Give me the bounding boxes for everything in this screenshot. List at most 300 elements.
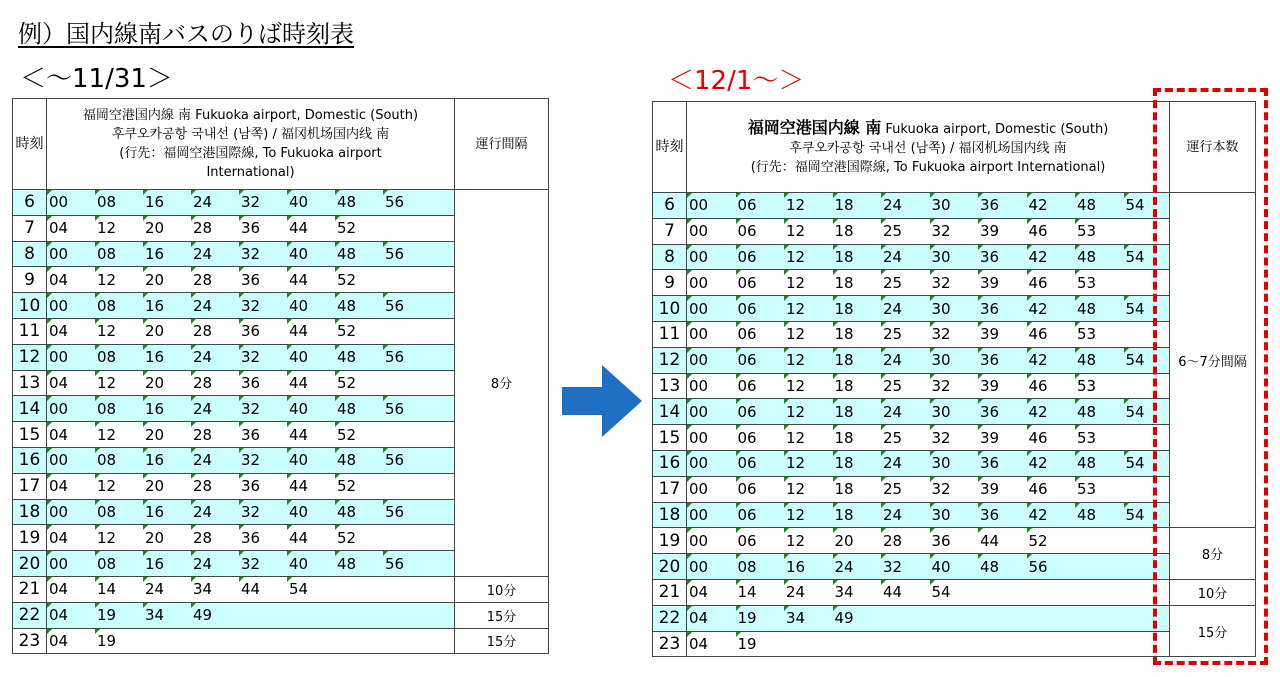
departure-minute: 00 bbox=[687, 503, 708, 528]
departure-minute: 24 bbox=[191, 396, 212, 421]
departure-minute: 16 bbox=[143, 448, 164, 473]
departure-minute: 00 bbox=[687, 425, 708, 450]
departure-minute: 24 bbox=[881, 193, 902, 218]
minutes-cell bbox=[687, 296, 1170, 322]
departure-minute: 00 bbox=[687, 528, 708, 553]
departure-minute: 08 bbox=[95, 242, 116, 267]
departure-minute: 12 bbox=[784, 296, 805, 321]
departure-minute: 00 bbox=[687, 451, 708, 476]
departure-minute: 06 bbox=[736, 374, 757, 399]
departure-minute: 00 bbox=[47, 293, 68, 318]
departure-minute: 36 bbox=[978, 296, 999, 321]
departure-minute: 06 bbox=[736, 425, 757, 450]
departure-minute: 18 bbox=[833, 425, 854, 450]
departure-minute: 44 bbox=[287, 422, 308, 447]
departure-minute: 08 bbox=[736, 554, 757, 579]
departure-minute: 20 bbox=[143, 216, 164, 241]
departure-minute: 04 bbox=[47, 525, 68, 550]
minutes-cell bbox=[47, 551, 455, 577]
departure-minute: 36 bbox=[239, 267, 260, 292]
departure-minute: 40 bbox=[287, 345, 308, 370]
minutes-cell bbox=[687, 218, 1170, 244]
departure-minute: 56 bbox=[383, 551, 404, 576]
departure-minute: 18 bbox=[833, 193, 854, 218]
departure-minute: 54 bbox=[1124, 245, 1145, 270]
destination-line: International) bbox=[206, 165, 295, 180]
interval-column-header: 運行本数 bbox=[1170, 102, 1256, 193]
departure-minute: 19 bbox=[736, 632, 757, 657]
departure-minute: 46 bbox=[1027, 219, 1048, 244]
hour-cell: 13 bbox=[653, 373, 687, 399]
departure-minute: 52 bbox=[335, 216, 356, 241]
departure-minute: 16 bbox=[143, 551, 164, 576]
departure-minute: 52 bbox=[335, 525, 356, 550]
departure-minute: 04 bbox=[47, 474, 68, 499]
departure-minute: 36 bbox=[978, 348, 999, 373]
hour-cell: 6 bbox=[653, 193, 687, 219]
departure-minute: 06 bbox=[736, 503, 757, 528]
departure-minute: 32 bbox=[239, 345, 260, 370]
departure-minute: 19 bbox=[95, 629, 116, 654]
minutes-cell bbox=[687, 605, 1170, 631]
departure-minute: 56 bbox=[1027, 554, 1048, 579]
hour-cell: 17 bbox=[13, 473, 47, 499]
right-arrow-icon bbox=[562, 365, 642, 437]
minutes-cell bbox=[687, 476, 1170, 502]
hour-cell: 9 bbox=[653, 270, 687, 296]
departure-minute: 00 bbox=[47, 396, 68, 421]
departure-minute: 30 bbox=[930, 245, 951, 270]
departure-minute: 18 bbox=[833, 219, 854, 244]
departure-minute: 53 bbox=[1075, 425, 1096, 450]
departure-minute: 12 bbox=[784, 245, 805, 270]
minutes-cell bbox=[47, 628, 455, 654]
departure-minute: 36 bbox=[930, 528, 951, 553]
destination-line bbox=[687, 118, 1169, 139]
interval-cell: 6～7分間隔 bbox=[1170, 193, 1256, 528]
departure-minute: 39 bbox=[978, 270, 999, 295]
departure-minute: 48 bbox=[335, 396, 356, 421]
hour-cell: 23 bbox=[13, 628, 47, 654]
interval-cell: 15分 bbox=[455, 628, 549, 654]
departure-minute: 18 bbox=[833, 477, 854, 502]
departure-minute: 00 bbox=[687, 348, 708, 373]
departure-minute: 24 bbox=[191, 242, 212, 267]
departure-minute: 20 bbox=[143, 525, 164, 550]
minutes-cell bbox=[687, 502, 1170, 528]
departure-minute: 56 bbox=[383, 396, 404, 421]
departure-minute: 32 bbox=[239, 500, 260, 525]
departure-minute: 00 bbox=[687, 219, 708, 244]
departure-minute: 24 bbox=[881, 503, 902, 528]
departure-minute: 28 bbox=[191, 474, 212, 499]
minutes-cell bbox=[687, 193, 1170, 219]
departure-minute: 32 bbox=[239, 448, 260, 473]
interval-cell: 15分 bbox=[455, 602, 549, 628]
departure-minute: 14 bbox=[95, 577, 116, 602]
departure-minute: 34 bbox=[191, 577, 212, 602]
departure-minute: 00 bbox=[687, 296, 708, 321]
hour-cell: 11 bbox=[13, 318, 47, 344]
departure-minute: 32 bbox=[239, 242, 260, 267]
departure-minute: 32 bbox=[881, 554, 902, 579]
departure-minute: 00 bbox=[687, 554, 708, 579]
hour-cell: 21 bbox=[13, 576, 47, 602]
hour-cell: 14 bbox=[653, 399, 687, 425]
departure-minute: 48 bbox=[335, 448, 356, 473]
departure-minute: 32 bbox=[930, 477, 951, 502]
departure-minute: 20 bbox=[143, 474, 164, 499]
departure-minute: 40 bbox=[930, 554, 951, 579]
departure-minute: 54 bbox=[287, 577, 308, 602]
departure-minute: 08 bbox=[95, 551, 116, 576]
departure-minute: 48 bbox=[335, 190, 356, 215]
hour-cell: 7 bbox=[13, 215, 47, 241]
minutes-cell bbox=[47, 422, 455, 448]
hour-cell: 10 bbox=[13, 293, 47, 319]
minutes-cell bbox=[47, 525, 455, 551]
hour-cell: 22 bbox=[13, 602, 47, 628]
departure-minute: 53 bbox=[1075, 270, 1096, 295]
hour-cell: 20 bbox=[653, 554, 687, 580]
departure-minute: 44 bbox=[287, 267, 308, 292]
destination-line: 福岡空港国内線 南 Fukuoka airport, Domestic (South) bbox=[82, 108, 419, 123]
timetable-row bbox=[13, 628, 549, 654]
departure-minute: 40 bbox=[287, 551, 308, 576]
hour-cell: 18 bbox=[653, 502, 687, 528]
departure-minute: 16 bbox=[143, 242, 164, 267]
departure-minute: 54 bbox=[1124, 503, 1145, 528]
hour-cell: 17 bbox=[653, 476, 687, 502]
minutes-cell bbox=[687, 528, 1170, 554]
left-period-label: ＜～11/31＞ bbox=[20, 64, 173, 94]
departure-minute: 04 bbox=[47, 371, 68, 396]
departure-minute: 18 bbox=[833, 245, 854, 270]
departure-minute: 30 bbox=[930, 451, 951, 476]
departure-minute: 28 bbox=[191, 422, 212, 447]
page-title: 例）国内線南バスのりば時刻表 bbox=[18, 20, 354, 48]
departure-minute: 12 bbox=[784, 348, 805, 373]
departure-minute: 46 bbox=[1027, 425, 1048, 450]
departure-minute: 32 bbox=[930, 322, 951, 347]
departure-minute: 12 bbox=[784, 270, 805, 295]
departure-minute: 46 bbox=[1027, 270, 1048, 295]
departure-minute: 08 bbox=[95, 500, 116, 525]
departure-minute: 49 bbox=[191, 603, 212, 628]
departure-minute: 00 bbox=[687, 477, 708, 502]
departure-minute: 18 bbox=[833, 399, 854, 424]
hour-cell: 12 bbox=[653, 347, 687, 373]
departure-minute: 04 bbox=[47, 629, 68, 654]
departure-minute: 48 bbox=[335, 293, 356, 318]
departure-minute: 46 bbox=[1027, 477, 1048, 502]
departure-minute: 52 bbox=[335, 267, 356, 292]
departure-minute: 52 bbox=[335, 422, 356, 447]
departure-minute: 24 bbox=[191, 551, 212, 576]
departure-minute: 39 bbox=[978, 219, 999, 244]
departure-minute: 32 bbox=[239, 396, 260, 421]
destination-line: (行先：福岡空港国際線, To Fukuoka airport bbox=[119, 146, 382, 161]
departure-minute: 30 bbox=[930, 399, 951, 424]
departure-minute: 18 bbox=[833, 348, 854, 373]
departure-minute: 24 bbox=[191, 293, 212, 318]
departure-minute: 12 bbox=[95, 267, 116, 292]
departure-minute: 39 bbox=[978, 477, 999, 502]
departure-minute: 06 bbox=[736, 245, 757, 270]
departure-minute: 18 bbox=[833, 322, 854, 347]
departure-minute: 32 bbox=[930, 270, 951, 295]
departure-minute: 28 bbox=[191, 216, 212, 241]
hour-cell: 15 bbox=[13, 422, 47, 448]
hour-cell: 14 bbox=[13, 396, 47, 422]
departure-minute: 06 bbox=[736, 477, 757, 502]
minutes-cell bbox=[687, 373, 1170, 399]
minutes-cell bbox=[47, 499, 455, 525]
departure-minute: 42 bbox=[1027, 503, 1048, 528]
departure-minute: 16 bbox=[143, 190, 164, 215]
departure-minute: 00 bbox=[687, 193, 708, 218]
interval-cell: 15分 bbox=[1170, 605, 1256, 657]
departure-minute: 36 bbox=[978, 451, 999, 476]
departure-minute: 00 bbox=[687, 245, 708, 270]
departure-minute: 25 bbox=[881, 425, 902, 450]
departure-minute: 36 bbox=[239, 474, 260, 499]
interval-cell: 10分 bbox=[455, 576, 549, 602]
departure-minute: 12 bbox=[95, 422, 116, 447]
departure-minute: 30 bbox=[930, 503, 951, 528]
minutes-cell bbox=[687, 399, 1170, 425]
departure-minute: 44 bbox=[287, 525, 308, 550]
departure-minute: 44 bbox=[239, 577, 260, 602]
hour-column-header: 時刻 bbox=[13, 99, 47, 190]
hour-cell: 22 bbox=[653, 605, 687, 631]
destination-english: Fukuoka airport, Domestic (South) bbox=[881, 121, 1109, 137]
departure-minute: 24 bbox=[881, 451, 902, 476]
minutes-cell bbox=[47, 215, 455, 241]
departure-minute: 12 bbox=[784, 374, 805, 399]
departure-minute: 12 bbox=[95, 216, 116, 241]
departure-minute: 24 bbox=[833, 554, 854, 579]
departure-minute: 54 bbox=[1124, 296, 1145, 321]
destination-header bbox=[687, 102, 1170, 193]
hour-cell: 10 bbox=[653, 296, 687, 322]
hour-cell: 9 bbox=[13, 267, 47, 293]
departure-minute: 40 bbox=[287, 396, 308, 421]
departure-minute: 19 bbox=[95, 603, 116, 628]
departure-minute: 30 bbox=[930, 296, 951, 321]
interval-column-header: 運行間隔 bbox=[455, 99, 549, 190]
departure-minute: 34 bbox=[784, 606, 805, 631]
departure-minute: 16 bbox=[143, 500, 164, 525]
departure-minute: 00 bbox=[47, 551, 68, 576]
departure-minute: 44 bbox=[287, 371, 308, 396]
departure-minute: 06 bbox=[736, 219, 757, 244]
departure-minute: 54 bbox=[1124, 193, 1145, 218]
departure-minute: 18 bbox=[833, 270, 854, 295]
right-period-label: ＜12/1～＞ bbox=[668, 66, 805, 96]
highlight-box bbox=[1153, 88, 1268, 665]
departure-minute: 18 bbox=[833, 374, 854, 399]
departure-minute: 53 bbox=[1075, 374, 1096, 399]
departure-minute: 18 bbox=[833, 296, 854, 321]
minutes-cell bbox=[687, 554, 1170, 580]
departure-minute: 52 bbox=[1027, 528, 1048, 553]
departure-minute: 54 bbox=[930, 580, 951, 605]
departure-minute: 48 bbox=[1075, 245, 1096, 270]
departure-minute: 34 bbox=[833, 580, 854, 605]
departure-minute: 36 bbox=[239, 422, 260, 447]
departure-minute: 06 bbox=[736, 348, 757, 373]
departure-minute: 06 bbox=[736, 193, 757, 218]
departure-minute: 48 bbox=[1075, 296, 1096, 321]
minutes-cell bbox=[47, 576, 455, 602]
departure-minute: 06 bbox=[736, 528, 757, 553]
departure-minute: 04 bbox=[47, 267, 68, 292]
departure-minute: 06 bbox=[736, 322, 757, 347]
minutes-cell bbox=[47, 344, 455, 370]
departure-minute: 12 bbox=[95, 319, 116, 344]
hour-cell: 21 bbox=[653, 579, 687, 605]
departure-minute: 44 bbox=[287, 216, 308, 241]
departure-minute: 44 bbox=[978, 528, 999, 553]
departure-minute: 36 bbox=[239, 371, 260, 396]
departure-minute: 00 bbox=[47, 345, 68, 370]
departure-minute: 16 bbox=[143, 396, 164, 421]
departure-minute: 00 bbox=[687, 322, 708, 347]
departure-minute: 48 bbox=[1075, 451, 1096, 476]
minutes-cell bbox=[47, 190, 455, 216]
hour-cell: 18 bbox=[13, 499, 47, 525]
departure-minute: 52 bbox=[335, 371, 356, 396]
left-timetable bbox=[12, 98, 549, 654]
departure-minute: 00 bbox=[687, 270, 708, 295]
departure-minute: 44 bbox=[881, 580, 902, 605]
departure-minute: 25 bbox=[881, 219, 902, 244]
departure-minute: 28 bbox=[881, 528, 902, 553]
departure-minute: 12 bbox=[784, 451, 805, 476]
departure-minute: 54 bbox=[1124, 348, 1145, 373]
departure-minute: 54 bbox=[1124, 399, 1145, 424]
departure-minute: 48 bbox=[335, 345, 356, 370]
departure-minute: 20 bbox=[143, 319, 164, 344]
departure-minute: 28 bbox=[191, 525, 212, 550]
departure-minute: 20 bbox=[143, 422, 164, 447]
departure-minute: 16 bbox=[784, 554, 805, 579]
departure-minute: 42 bbox=[1027, 348, 1048, 373]
departure-minute: 36 bbox=[239, 525, 260, 550]
departure-minute: 04 bbox=[47, 603, 68, 628]
hour-cell: 16 bbox=[653, 450, 687, 476]
departure-minute: 18 bbox=[833, 451, 854, 476]
minutes-cell bbox=[47, 447, 455, 473]
departure-minute: 06 bbox=[736, 451, 757, 476]
departure-minute: 48 bbox=[1075, 193, 1096, 218]
departure-minute: 32 bbox=[239, 190, 260, 215]
departure-minute: 04 bbox=[47, 577, 68, 602]
departure-minute: 24 bbox=[143, 577, 164, 602]
departure-minute: 06 bbox=[736, 399, 757, 424]
minutes-cell bbox=[47, 318, 455, 344]
departure-minute: 24 bbox=[881, 296, 902, 321]
departure-minute: 16 bbox=[143, 345, 164, 370]
departure-minute: 19 bbox=[736, 606, 757, 631]
minutes-cell bbox=[47, 293, 455, 319]
departure-minute: 04 bbox=[47, 422, 68, 447]
hour-cell: 19 bbox=[13, 525, 47, 551]
departure-minute: 08 bbox=[95, 448, 116, 473]
departure-minute: 48 bbox=[335, 500, 356, 525]
departure-minute: 40 bbox=[287, 242, 308, 267]
hour-cell: 12 bbox=[13, 344, 47, 370]
departure-minute: 12 bbox=[784, 503, 805, 528]
departure-minute: 24 bbox=[881, 399, 902, 424]
destination-line: (行先：福岡空港国際線, To Fukuoka airport International) bbox=[750, 159, 1106, 175]
departure-minute: 40 bbox=[287, 448, 308, 473]
departure-minute: 56 bbox=[383, 345, 404, 370]
departure-minute: 28 bbox=[191, 371, 212, 396]
minutes-cell bbox=[687, 631, 1170, 657]
departure-minute: 28 bbox=[191, 267, 212, 292]
departure-minute: 32 bbox=[239, 293, 260, 318]
departure-minute: 40 bbox=[287, 500, 308, 525]
departure-minute: 42 bbox=[1027, 451, 1048, 476]
hour-cell: 23 bbox=[653, 631, 687, 657]
departure-minute: 42 bbox=[1027, 245, 1048, 270]
departure-minute: 48 bbox=[1075, 503, 1096, 528]
departure-minute: 39 bbox=[978, 425, 999, 450]
departure-minute: 24 bbox=[881, 245, 902, 270]
departure-minute: 25 bbox=[881, 270, 902, 295]
departure-minute: 24 bbox=[191, 500, 212, 525]
departure-minute: 12 bbox=[784, 425, 805, 450]
departure-minute: 12 bbox=[95, 371, 116, 396]
timetable-row bbox=[13, 602, 549, 628]
departure-minute: 28 bbox=[191, 319, 212, 344]
departure-minute: 53 bbox=[1075, 477, 1096, 502]
departure-minute: 25 bbox=[881, 322, 902, 347]
departure-minute: 18 bbox=[833, 503, 854, 528]
timetable-row bbox=[13, 576, 549, 602]
departure-minute: 49 bbox=[833, 606, 854, 631]
departure-minute: 39 bbox=[978, 322, 999, 347]
departure-minute: 48 bbox=[335, 242, 356, 267]
departure-minute: 04 bbox=[47, 216, 68, 241]
hour-cell: 8 bbox=[13, 241, 47, 267]
departure-minute: 54 bbox=[1124, 451, 1145, 476]
minutes-cell bbox=[47, 241, 455, 267]
departure-minute: 12 bbox=[784, 528, 805, 553]
departure-minute: 08 bbox=[95, 293, 116, 318]
departure-minute: 24 bbox=[191, 345, 212, 370]
departure-minute: 56 bbox=[383, 242, 404, 267]
destination-line: 후쿠오카공항 국내선 (남쪽) / 福冈机场国内线 南 bbox=[111, 127, 390, 142]
interval-cell: 8分 bbox=[1170, 528, 1256, 580]
departure-minute: 56 bbox=[383, 500, 404, 525]
departure-minute: 12 bbox=[784, 219, 805, 244]
departure-minute: 32 bbox=[239, 551, 260, 576]
hour-cell: 13 bbox=[13, 370, 47, 396]
minutes-cell bbox=[47, 267, 455, 293]
departure-minute: 04 bbox=[687, 632, 708, 657]
departure-minute: 00 bbox=[47, 242, 68, 267]
departure-minute: 20 bbox=[833, 528, 854, 553]
departure-minute: 04 bbox=[687, 606, 708, 631]
departure-minute: 56 bbox=[383, 190, 404, 215]
departure-minute: 36 bbox=[978, 193, 999, 218]
departure-minute: 32 bbox=[930, 425, 951, 450]
departure-minute: 12 bbox=[784, 322, 805, 347]
departure-minute: 36 bbox=[978, 399, 999, 424]
